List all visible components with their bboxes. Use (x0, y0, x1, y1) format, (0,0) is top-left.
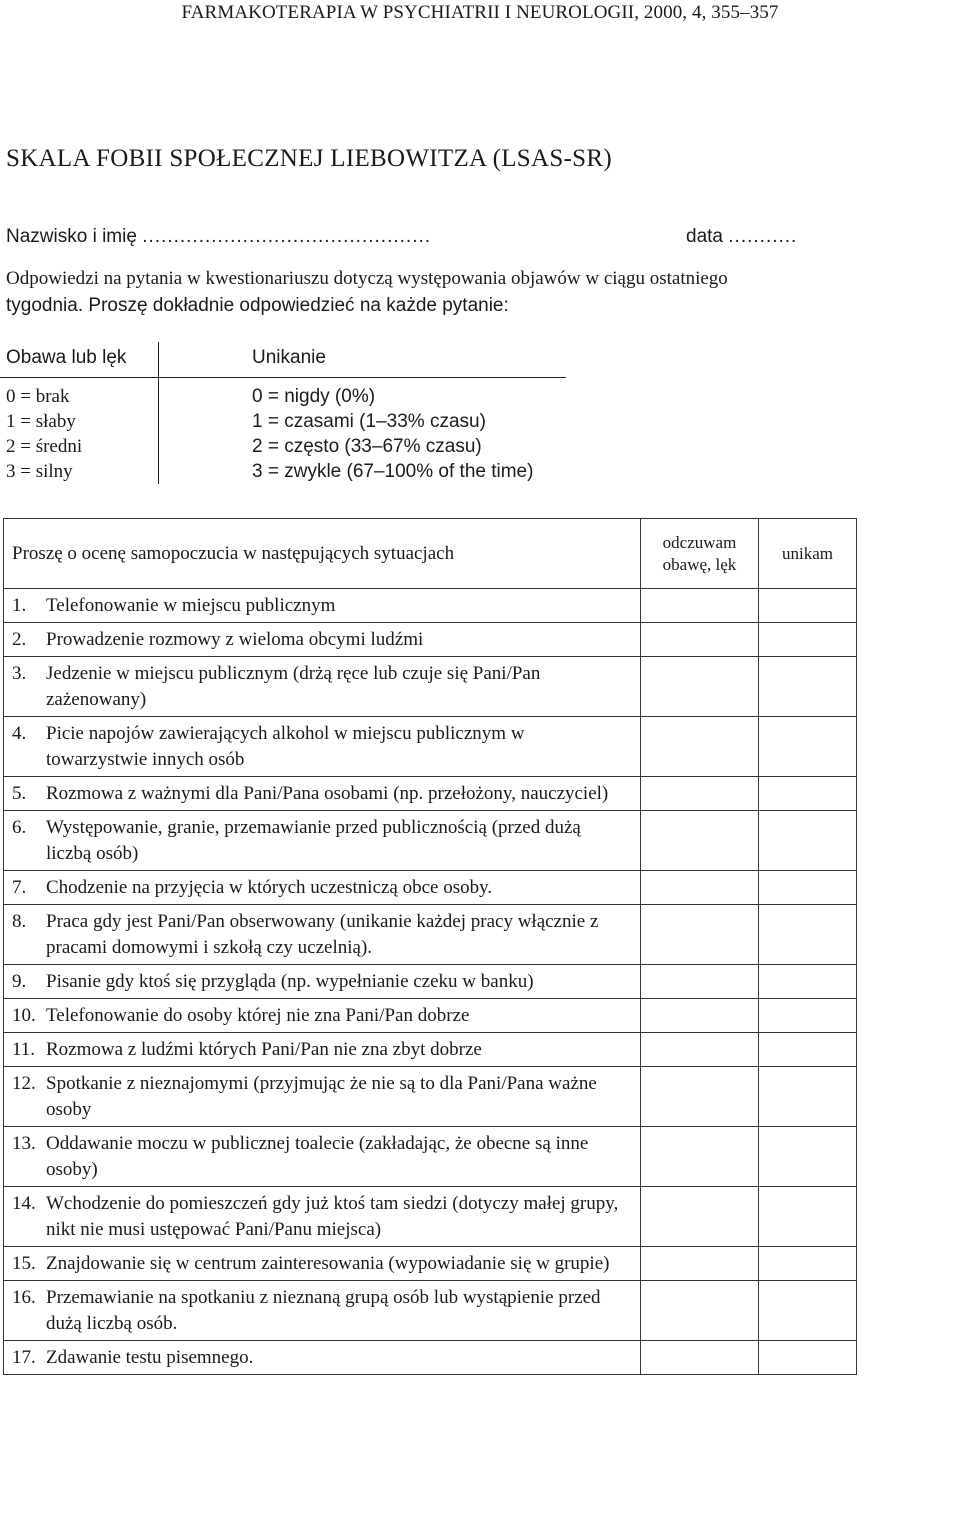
avoid-answer-cell[interactable] (759, 965, 857, 999)
fear-answer-cell[interactable] (641, 999, 759, 1033)
item-cell (4, 1127, 641, 1187)
item-number: 14. (12, 1193, 36, 1214)
item-number: 2. (12, 629, 27, 650)
legend-divider (158, 342, 159, 484)
item-text: Praca gdy jest Pani/Pan obserwowany (unikanie każdej pracy włącznie z pracami domowymi i szkołą czy uczelnią). (46, 911, 599, 958)
intro-line-2: tygodnia. Proszę dokładnie odpowiedzieć na każde pytanie: (6, 295, 509, 316)
item-number: 7. (12, 877, 27, 898)
avoid-answer-cell[interactable] (759, 1247, 857, 1281)
question-header: Proszę o ocenę samopoczucia w następujących sytuacjach (4, 519, 641, 589)
item-text: Jedzenie w miejscu publicznym (drżą ręce lub czuje się Pani/Pan zażenowany) (46, 663, 541, 710)
fear-answer-cell[interactable] (641, 1341, 759, 1375)
fear-answer-cell[interactable] (641, 717, 759, 777)
avoid-answer-cell[interactable] (759, 657, 857, 717)
fear-answer-cell[interactable] (641, 1127, 759, 1187)
item-number: 4. (12, 723, 27, 744)
name-date-row (6, 226, 946, 250)
name-label: Nazwisko i imię (6, 226, 137, 247)
avoid-answer-cell[interactable] (759, 1341, 857, 1375)
avoid-answer-cell[interactable] (759, 1033, 857, 1067)
item-cell (4, 623, 641, 657)
item-cell (4, 1281, 641, 1341)
fear-answer-cell[interactable] (641, 1067, 759, 1127)
table-row (4, 811, 857, 871)
item-text: Prowadzenie rozmowy z wieloma obcymi ludźmi (46, 629, 424, 650)
table-row (4, 871, 857, 905)
fear-answer-cell[interactable] (641, 1247, 759, 1281)
item-number: 6. (12, 817, 27, 838)
item-cell (4, 999, 641, 1033)
table-row (4, 1067, 857, 1127)
fear-answer-cell[interactable] (641, 871, 759, 905)
item-number: 9. (12, 971, 27, 992)
avoid-answer-cell[interactable] (759, 589, 857, 623)
name-field[interactable]: .............................................. (142, 226, 432, 247)
item-text: Zdawanie testu pisemnego. (46, 1347, 254, 1368)
fear-legend-item: 0 = brak (6, 386, 70, 407)
item-number: 5. (12, 783, 27, 804)
item-cell (4, 589, 641, 623)
fear-answer-cell[interactable] (641, 811, 759, 871)
item-cell (4, 905, 641, 965)
item-text: Chodzenie na przyjęcia w których uczestniczą obce osoby. (46, 877, 493, 898)
table-row (4, 589, 857, 623)
table-row (4, 1127, 857, 1187)
item-number: 10. (12, 1005, 36, 1026)
fear-answer-cell[interactable] (641, 1281, 759, 1341)
fear-answer-cell[interactable] (641, 965, 759, 999)
item-cell (4, 777, 641, 811)
item-text: Telefonowanie do osoby której nie zna Pani/Pan dobrze (46, 1005, 470, 1026)
item-cell (4, 1067, 641, 1127)
fear-legend-item: 3 = silny (6, 461, 73, 482)
item-text: Rozmowa z ważnymi dla Pani/Pana osobami (np. przełożony, nauczyciel) (46, 783, 609, 804)
table-row (4, 905, 857, 965)
fear-answer-cell[interactable] (641, 905, 759, 965)
item-text: Rozmowa z ludźmi których Pani/Pan nie zna zbyt dobrze (46, 1039, 482, 1060)
item-text: Picie napojów zawierających alkohol w miejscu publicznym w towarzystwie innych osób (46, 723, 525, 770)
avoid-legend-item: 2 = często (33–67% czasu) (252, 436, 482, 457)
journal-header: FARMAKOTERAPIA W PSYCHIATRII I NEUROLOGII, 2000, 4, 355–357 (181, 2, 779, 23)
item-cell (4, 871, 641, 905)
fear-header-line2: obawę, lęk (662, 554, 737, 574)
intro-line-1: Odpowiedzi na pytania w kwestionariuszu dotyczą występowania objawów w ciągu ostatniego (6, 268, 728, 289)
avoid-legend-item: 0 = nigdy (0%) (252, 386, 376, 407)
item-text: Wchodzenie do pomieszczeń gdy już ktoś tam siedzi (dotyczy małej grupy, nikt nie musi ustępować Pani/Panu miejsca) (46, 1193, 619, 1240)
avoid-answer-cell[interactable] (759, 1187, 857, 1247)
date-label: data (686, 226, 723, 247)
fear-answer-cell[interactable] (641, 777, 759, 811)
table-row (4, 1247, 857, 1281)
item-number: 13. (12, 1133, 36, 1154)
table-row (4, 1341, 857, 1375)
table-row (4, 777, 857, 811)
table-row (4, 1187, 857, 1247)
table-row (4, 999, 857, 1033)
avoid-answer-cell[interactable] (759, 1067, 857, 1127)
item-text: Pisanie gdy ktoś się przygląda (np. wypełnianie czeku w banku) (46, 971, 534, 992)
avoid-answer-cell[interactable] (759, 1127, 857, 1187)
table-header-row (4, 519, 857, 589)
table-row (4, 1033, 857, 1067)
item-cell (4, 811, 641, 871)
item-cell (4, 1247, 641, 1281)
item-cell (4, 965, 641, 999)
avoid-answer-cell[interactable] (759, 999, 857, 1033)
legend-rule (0, 377, 566, 378)
avoid-answer-cell[interactable] (759, 717, 857, 777)
avoid-column-header: unikam (759, 519, 857, 589)
table-row (4, 717, 857, 777)
item-number: 12. (12, 1073, 36, 1094)
fear-answer-cell[interactable] (641, 623, 759, 657)
avoid-legend-item: 1 = czasami (1–33% czasu) (252, 411, 486, 432)
date-group (686, 226, 797, 248)
table-row (4, 623, 857, 657)
fear-header-line1: odczuwam (662, 532, 737, 552)
item-text: Znajdowanie się w centrum zainteresowania (wypowiadanie się w grupie) (46, 1253, 610, 1274)
item-cell (4, 717, 641, 777)
avoid-answer-cell[interactable] (759, 871, 857, 905)
item-number: 17. (12, 1347, 36, 1368)
fear-legend-item: 2 = średni (6, 436, 83, 457)
table-row (4, 965, 857, 999)
avoid-answer-cell[interactable] (759, 811, 857, 871)
item-text: Oddawanie moczu w publicznej toalecie (zakładając, że obecne są inne osoby) (46, 1133, 589, 1180)
item-text: Przemawianie na spotkaniu z nieznaną grupą osób lub wystąpienie przed dużą liczbą osób. (46, 1287, 601, 1334)
lsas-table (3, 518, 857, 1375)
fear-answer-cell[interactable] (641, 1033, 759, 1067)
fear-answer-cell[interactable] (641, 657, 759, 717)
item-number: 3. (12, 663, 27, 684)
item-cell (4, 1341, 641, 1375)
item-text: Występowanie, granie, przemawianie przed publicznością (przed dużą liczbą osób) (46, 817, 581, 864)
date-field[interactable]: ........... (728, 226, 798, 247)
fear-answer-cell[interactable] (641, 589, 759, 623)
item-number: 8. (12, 911, 27, 932)
item-text: Spotkanie z nieznajomymi (przyjmując że nie są to dla Pani/Pana ważne osoby (46, 1073, 597, 1120)
item-number: 15. (12, 1253, 36, 1274)
avoid-answer-cell[interactable] (759, 1281, 857, 1341)
avoid-answer-cell[interactable] (759, 623, 857, 657)
item-cell (4, 657, 641, 717)
item-cell (4, 1187, 641, 1247)
fear-legend-item: 1 = słaby (6, 411, 76, 432)
item-number: 16. (12, 1287, 36, 1308)
fear-legend-heading: Obawa lub lęk (6, 347, 127, 368)
page-title: SKALA FOBII SPOŁECZNEJ LIEBOWITZA (LSAS-SR) (6, 145, 612, 172)
item-number: 11. (12, 1039, 36, 1060)
item-number: 1. (12, 595, 27, 616)
fear-column-header (641, 519, 759, 589)
avoid-legend-heading: Unikanie (252, 347, 326, 368)
avoid-legend-item: 3 = zwykle (67–100% of the time) (252, 461, 534, 482)
avoid-answer-cell[interactable] (759, 777, 857, 811)
table-row (4, 1281, 857, 1341)
fear-answer-cell[interactable] (641, 1187, 759, 1247)
item-text: Telefonowanie w miejscu publicznym (46, 595, 336, 616)
items-body (4, 589, 857, 1375)
avoid-answer-cell[interactable] (759, 905, 857, 965)
item-cell (4, 1033, 641, 1067)
table-row (4, 657, 857, 717)
